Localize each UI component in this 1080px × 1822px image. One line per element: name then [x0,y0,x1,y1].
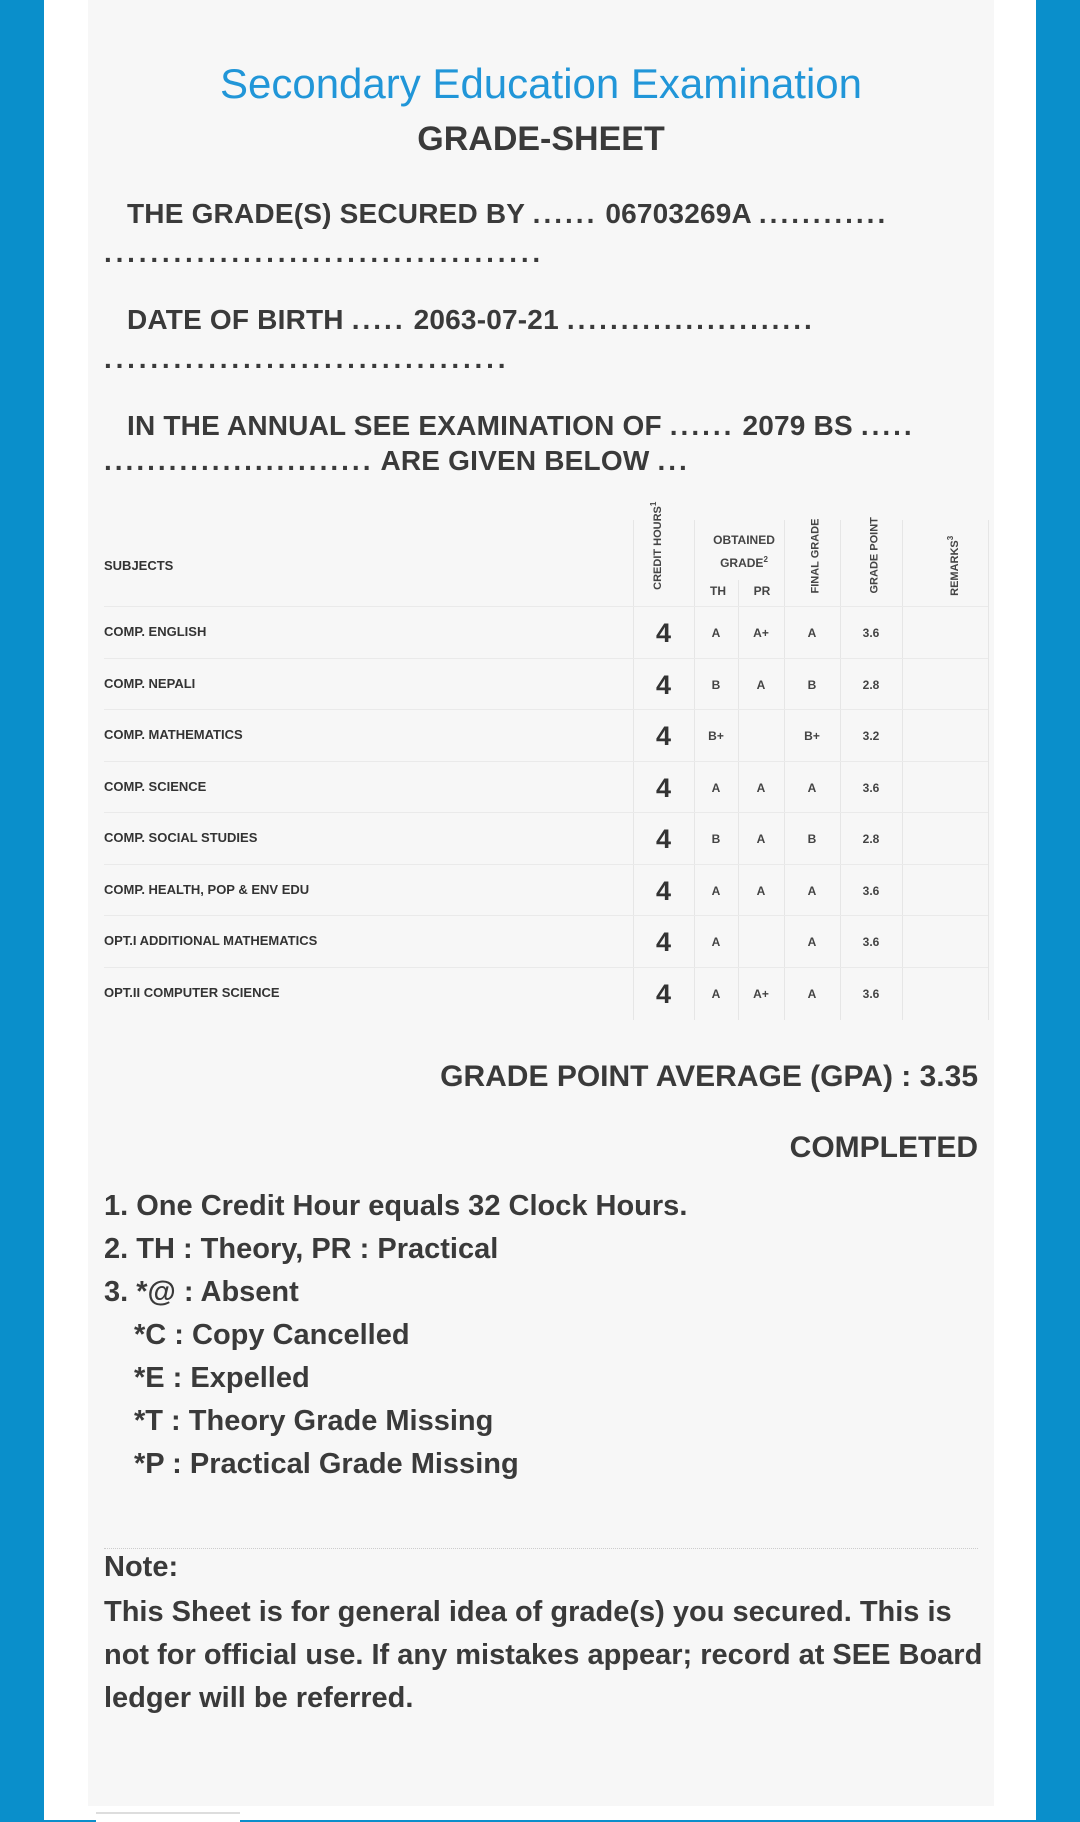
header-obtained-grade: OBTAINED GRADE$^2$ [713,533,775,570]
footnote-item: *T : Theory Grade Missing [134,1405,494,1437]
th-grade: B [711,677,721,692]
remarks [902,916,988,968]
grade-point: 3.6 [862,935,880,949]
column-divider [988,520,989,1020]
sheet-subtitle: GRADE-SHEET [417,120,665,158]
subject-name: COMP. HEALTH, POP & ENV EDU [104,881,310,897]
grade-point: 3.6 [862,986,880,1001]
footnotes [104,1185,687,1486]
table-row [104,967,988,1020]
dob-label: DATE OF BIRTH [127,304,344,335]
divider [104,1548,978,1549]
final-grade: B [807,832,817,846]
remarks [902,762,988,814]
credit-hours: 4 [655,772,672,803]
grade-point: 3.2 [862,729,880,743]
header-th: TH [710,584,726,598]
th-grade: A [711,626,721,640]
th-grade: A [711,780,721,795]
th-grade: B+ [708,729,724,743]
final-grade: A [807,986,817,1001]
subject-name: COMP. ENGLISH [104,624,207,639]
final-grade: A [807,780,817,795]
gpa-label: GRADE POINT AVERAGE (GPA) : [440,1060,912,1093]
note-text: This Sheet is for general idea of grade(s) you secured. This is not for official use. If any mistakes appear; record at SEE Board ledger will be referred. [104,1596,983,1714]
credit-hours: 4 [655,669,672,700]
dotted-line: ................................... [104,343,510,374]
footnote-item: *E : Expelled [134,1362,310,1394]
credit-hours: 4 [655,721,672,751]
subject-name: COMP. MATHEMATICS [104,727,243,742]
grade-point: 3.6 [862,883,880,898]
given-below-text: ARE GIVEN BELOW [380,445,650,476]
final-grade: A [807,935,817,949]
secured-by-line: THE GRADE(S) SECURED BY ...... 06703269A ............ [127,198,889,229]
gpa-value: 3.35 [919,1060,978,1093]
footnote-item: *C : Copy Cancelled [134,1319,410,1351]
credit-hours: 4 [655,618,672,648]
final-grade: A [807,883,817,898]
table-row [104,658,988,711]
bottom-tab [96,1812,240,1822]
grade-point: 3.6 [862,626,880,640]
final-grade: A [807,626,817,640]
footnote-item: 2. TH : Theory, PR : Practical [104,1233,499,1265]
table-row [104,606,988,659]
note-title: Note: [104,1551,179,1583]
date-of-birth: 2063-07-21 [413,304,559,335]
result-status: COMPLETED [789,1131,978,1164]
credit-hours: 4 [655,978,672,1009]
table-row [104,864,988,917]
subject-name: OPT.II COMPUTER SCIENCE [104,984,280,1000]
grade-sheet [88,0,994,1806]
table-row [104,812,988,865]
credit-hours: 4 [655,824,672,854]
header-credit-hours: CREDIT HOURS$^1$ [649,501,664,590]
footnote-item: *P : Practical Grade Missing [134,1448,519,1480]
secured-by-label: THE GRADE(S) SECURED BY [127,198,525,229]
header-subjects: SUBJECTS [104,558,174,573]
remarks [902,659,988,711]
subject-name: COMP. NEPALI [104,675,196,691]
final-grade: B [807,677,817,692]
pr-grade [738,710,784,762]
grade-point: 2.8 [862,832,880,846]
grade-point: 3.6 [862,780,880,795]
dotted-line: ...................................... [104,237,545,268]
subject-name: COMP. SOCIAL STUDIES [104,830,258,845]
page-title: Secondary Education Examination [219,60,863,107]
th-grade: A [711,883,721,898]
remarks [902,710,988,762]
credit-hours: 4 [655,927,672,957]
remarks [902,865,988,917]
pr-grade: A [756,677,766,692]
remarks [902,968,988,1020]
th-grade: A [711,935,721,949]
pr-grade: A+ [753,626,769,640]
dob-line: DATE OF BIRTH ..... 2063-07-21 ....................... [127,304,815,335]
header-final-grade: FINAL GRADE [809,518,822,594]
pr-grade: A [756,832,766,846]
header-pr: PR [753,584,771,598]
final-grade: B+ [804,729,820,743]
th-grade: B [711,832,721,846]
header-grade-point: GRADE POINT [868,517,881,594]
symbol-number: 06703269A [605,198,751,229]
subject-name: COMP. SCIENCE [104,778,207,794]
footnote-item: 3. *@ : Absent [104,1276,299,1308]
pr-grade: A [756,883,766,898]
credit-hours: 4 [655,875,672,906]
subject-name: OPT.I ADDITIONAL MATHEMATICS [104,933,318,948]
given-below-line: ......................... ARE GIVEN BELOW ... [104,445,690,476]
table-row [104,709,988,762]
exam-label: IN THE ANNUAL SEE EXAMINATION OF [127,410,662,441]
exam-line: IN THE ANNUAL SEE EXAMINATION OF ...... 2079 BS ..... [127,410,915,441]
gpa-line [440,1060,978,1094]
grade-point: 2.8 [862,677,880,692]
table-row [104,761,988,814]
pr-grade [738,916,784,968]
table-row [104,915,988,968]
header-remarks: REMARKS$^3$ [946,535,961,596]
pr-grade: A+ [753,986,769,1001]
footnote-item: 1. One Credit Hour equals 32 Clock Hours. [104,1190,688,1222]
remarks [902,607,988,659]
th-grade: A [711,986,721,1001]
exam-year: 2079 BS [742,410,853,441]
pr-grade: A [756,780,766,795]
remarks [902,813,988,865]
